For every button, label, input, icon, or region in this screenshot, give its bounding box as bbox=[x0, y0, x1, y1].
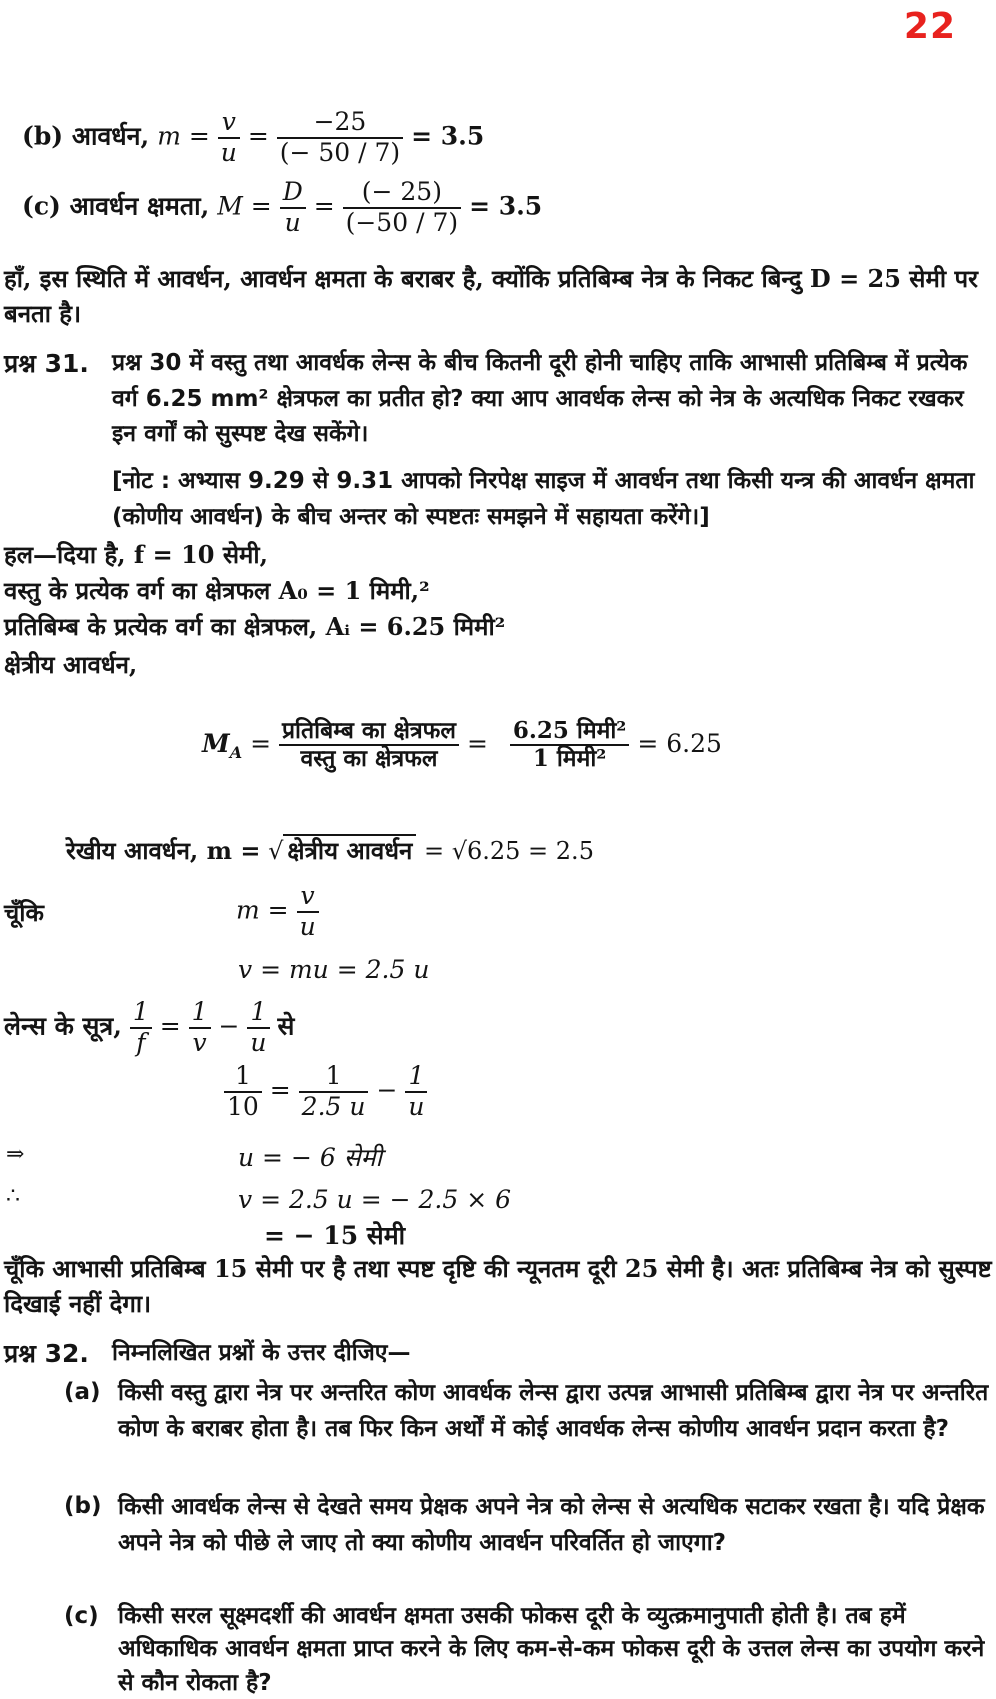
q32-b-text: किसी आवर्धक लेन्स से देखते समय प्रेक्षक अपने नेत्र को लेन्स से अत्यधिक सटाकर रखता है। यदि प्रेक्षक अपने नेत्र को पीछे ले जाए तो क्या कोणीय आवर्धन परिवर्तित हो जाएगा? bbox=[118, 1494, 985, 1556]
part-c-frac2-den: (−50 / 7) bbox=[345, 207, 459, 237]
yes-paragraph: हाँ, इस स्थिति में आवर्धन, आवर्धन क्षमता के बराबर है, क्योंकि प्रतिबिम्ब नेत्र के निकट बिन्दु D = 25 सेमी पर बनता है। bbox=[4, 264, 978, 328]
solution-given: हल—दिया है, f = 10 सेमी, bbox=[4, 540, 268, 569]
sub-b-den: 2.5 u bbox=[301, 1091, 366, 1121]
q32-c-text: किसी सरल सूक्ष्मदर्शी की आवर्धन क्षमता उसकी फोकस दूरी के व्युत्क्रमानुपाती होती है। तब हमें अधिकाधिक आवर्धन क्षमता प्राप्त करने के लिए कम-से-कम फोकस दूरी के उत्तल लेन्स का उपयोग करने से कौन रोकता है? bbox=[118, 1603, 985, 1696]
linear-rest: = √6.25 = 2.5 bbox=[423, 837, 594, 865]
m-frac-den: u bbox=[299, 911, 316, 941]
part-b-frac1-den: u bbox=[220, 137, 237, 167]
v-equation: v = mu = 2.5 u bbox=[238, 955, 430, 984]
part-b-label: (b) आवर्धन, bbox=[22, 121, 150, 151]
q32-c-marker: (c) bbox=[64, 1603, 99, 1629]
ma-frac1-num: प्रतिबिम्ब का क्षेत्रफल bbox=[279, 718, 459, 746]
page-number: 22 bbox=[903, 6, 956, 47]
q32-b-marker: (b) bbox=[64, 1493, 102, 1519]
ma-sub: A bbox=[229, 742, 243, 762]
since-label: चूँकि bbox=[4, 898, 44, 927]
implies-symbol: ⇒ bbox=[6, 1142, 25, 1167]
lens-se: से bbox=[277, 1011, 295, 1041]
part-b-frac2-num: −25 bbox=[277, 108, 403, 139]
solution-object-area: वस्तु के प्रत्येक वर्ग का क्षेत्रफल A₀ = 1 मिमी,² bbox=[4, 576, 430, 605]
ma-frac1-den: वस्तु का क्षेत्रफल bbox=[300, 745, 438, 773]
areal-magnification-equation: $M_A$ = $\frac{\text{प्रतिबिम्ब का क्षेत्रफल}}{\text{वस्तु का क्षेत्रफल}}$ = $\frac{\text{6.25 मिमी²}}{\text{1 मिमी²}}$ = 6.25 bbox=[202, 717, 722, 773]
lens-v-num: 1 bbox=[189, 998, 211, 1029]
ma-frac2-num: 6.25 मिमी² bbox=[510, 718, 630, 746]
part-b-eq: = bbox=[247, 121, 269, 151]
part-c-lhs: M = bbox=[217, 191, 272, 221]
lens-f-num: 1 bbox=[130, 998, 152, 1029]
part-b-lhs: m = bbox=[157, 121, 210, 151]
sub-c-den: u bbox=[408, 1091, 425, 1121]
ma-frac2-den: 1 मिमी² bbox=[532, 745, 607, 773]
sub-b-num: 1 bbox=[299, 1062, 369, 1093]
m-frac-num: v bbox=[297, 882, 319, 913]
ma-lhs: M bbox=[202, 728, 230, 758]
q32-label: प्रश्न 32. bbox=[4, 1339, 89, 1368]
v-calc: v = 2.5 u = − 2.5 × 6 bbox=[238, 1185, 512, 1214]
lens-substitution: $\frac{1}{10}$ = $\frac{1}{2.5 u}$ − $\frac{1}{u}$ bbox=[224, 1062, 427, 1122]
m-eq: m = bbox=[236, 895, 289, 925]
q31-label: प्रश्न 31. bbox=[4, 349, 89, 378]
sub-a-den: 10 bbox=[227, 1091, 259, 1121]
part-b-frac2-den: (− 50 / 7) bbox=[279, 137, 401, 167]
q32-a-text: किसी वस्तु द्वारा नेत्र पर अन्तरित कोण आवर्धक लेन्स द्वारा उत्पन्न आभासी प्रतिबिम्ब द्वारा नेत्र पर अन्तरित कोण के बराबर होता है। तब फिर किन अर्थों में कोई आवर्धक लेन्स कोणीय आवर्धन प्रदान करता है? bbox=[118, 1380, 989, 1442]
part-b-equation bbox=[22, 108, 484, 168]
linear-sqrt-content: क्षेत्रीय आवर्धन bbox=[283, 834, 416, 865]
q31-text: प्रश्न 30 में वस्तु तथा आवर्धक लेन्स के बीच कितनी दूरी होनी चाहिए ताकि आभासी प्रतिबिम्ब में प्रत्येक वर्ग 6.25 mm² क्षेत्रफल का प्रतीत हो? क्या आप आवर्धक लेन्स को नेत्र के अत्यधिक निकट रखकर इन वर्गों को सुस्पष्ट देख सकेंगे। bbox=[112, 350, 968, 448]
conclusion-paragraph: चूँकि आभासी प्रतिबिम्ब 15 सेमी पर है तथा स्पष्ट दृष्टि की न्यूनतम दूरी 25 सेमी है। अतः प्रतिबिम्ब नेत्र को सुस्पष्ट दिखाई नहीं देगा। bbox=[4, 1254, 992, 1318]
lens-v-den: v bbox=[192, 1027, 207, 1057]
q31-note: [नोट : अभ्यास 9.29 से 9.31 आपको निरपेक्ष साइज में आवर्धन तथा किसी यन्त्र की आवर्धन क्षमता (कोणीय आवर्धन) के बीच अन्तर को स्पष्टतः समझने में सहायता करेंगे।] bbox=[112, 468, 975, 530]
part-c-eq: = bbox=[313, 191, 335, 221]
v-result: = − 15 सेमी bbox=[264, 1221, 406, 1250]
linear-magnification: रेखीय आवर्धन, m = √ क्षेत्रीय आवर्धन = √6.25 = 2.5 bbox=[66, 836, 594, 865]
part-c-frac1-num: D bbox=[280, 178, 306, 209]
lens-u-num: 1 bbox=[247, 998, 269, 1029]
part-b-frac1-num: v bbox=[218, 108, 240, 139]
part-c-frac2-num: (− 25) bbox=[343, 178, 462, 209]
m-equation bbox=[236, 882, 319, 942]
q32-intro: निम्नलिखित प्रश्नों के उत्तर दीजिए— bbox=[112, 1340, 411, 1366]
linear-label: रेखीय आवर्धन, m = bbox=[66, 836, 261, 865]
u-result: u = − 6 सेमी bbox=[238, 1143, 383, 1172]
lens-formula: लेन्स के सूत्र, $\frac{1}{f}$ = $\frac{1}{v}$ − $\frac{1}{u}$ से bbox=[4, 997, 295, 1057]
lens-u-den: u bbox=[250, 1027, 267, 1057]
sub-c-num: 1 bbox=[405, 1062, 427, 1093]
part-c-frac1-den: u bbox=[284, 207, 301, 237]
lens-label: लेन्स के सूत्र, bbox=[4, 1011, 122, 1041]
solution-image-area: प्रतिबिम्ब के प्रत्येक वर्ग का क्षेत्रफल, Aᵢ = 6.25 मिमी² bbox=[4, 612, 506, 641]
part-c-result: = 3.5 bbox=[469, 191, 543, 221]
part-c-label: (c) आवर्धन क्षमता, bbox=[22, 191, 210, 221]
q32-a-marker: (a) bbox=[64, 1379, 101, 1405]
part-b-result: = 3.5 bbox=[411, 121, 485, 151]
part-c-equation bbox=[22, 178, 542, 238]
sub-a-num: 1 bbox=[224, 1062, 262, 1093]
therefore-symbol: ∴ bbox=[6, 1184, 20, 1209]
ma-result: = 6.25 bbox=[637, 728, 722, 758]
lens-f-den: f bbox=[136, 1027, 146, 1057]
areal-label: क्षेत्रीय आवर्धन, bbox=[4, 650, 138, 679]
